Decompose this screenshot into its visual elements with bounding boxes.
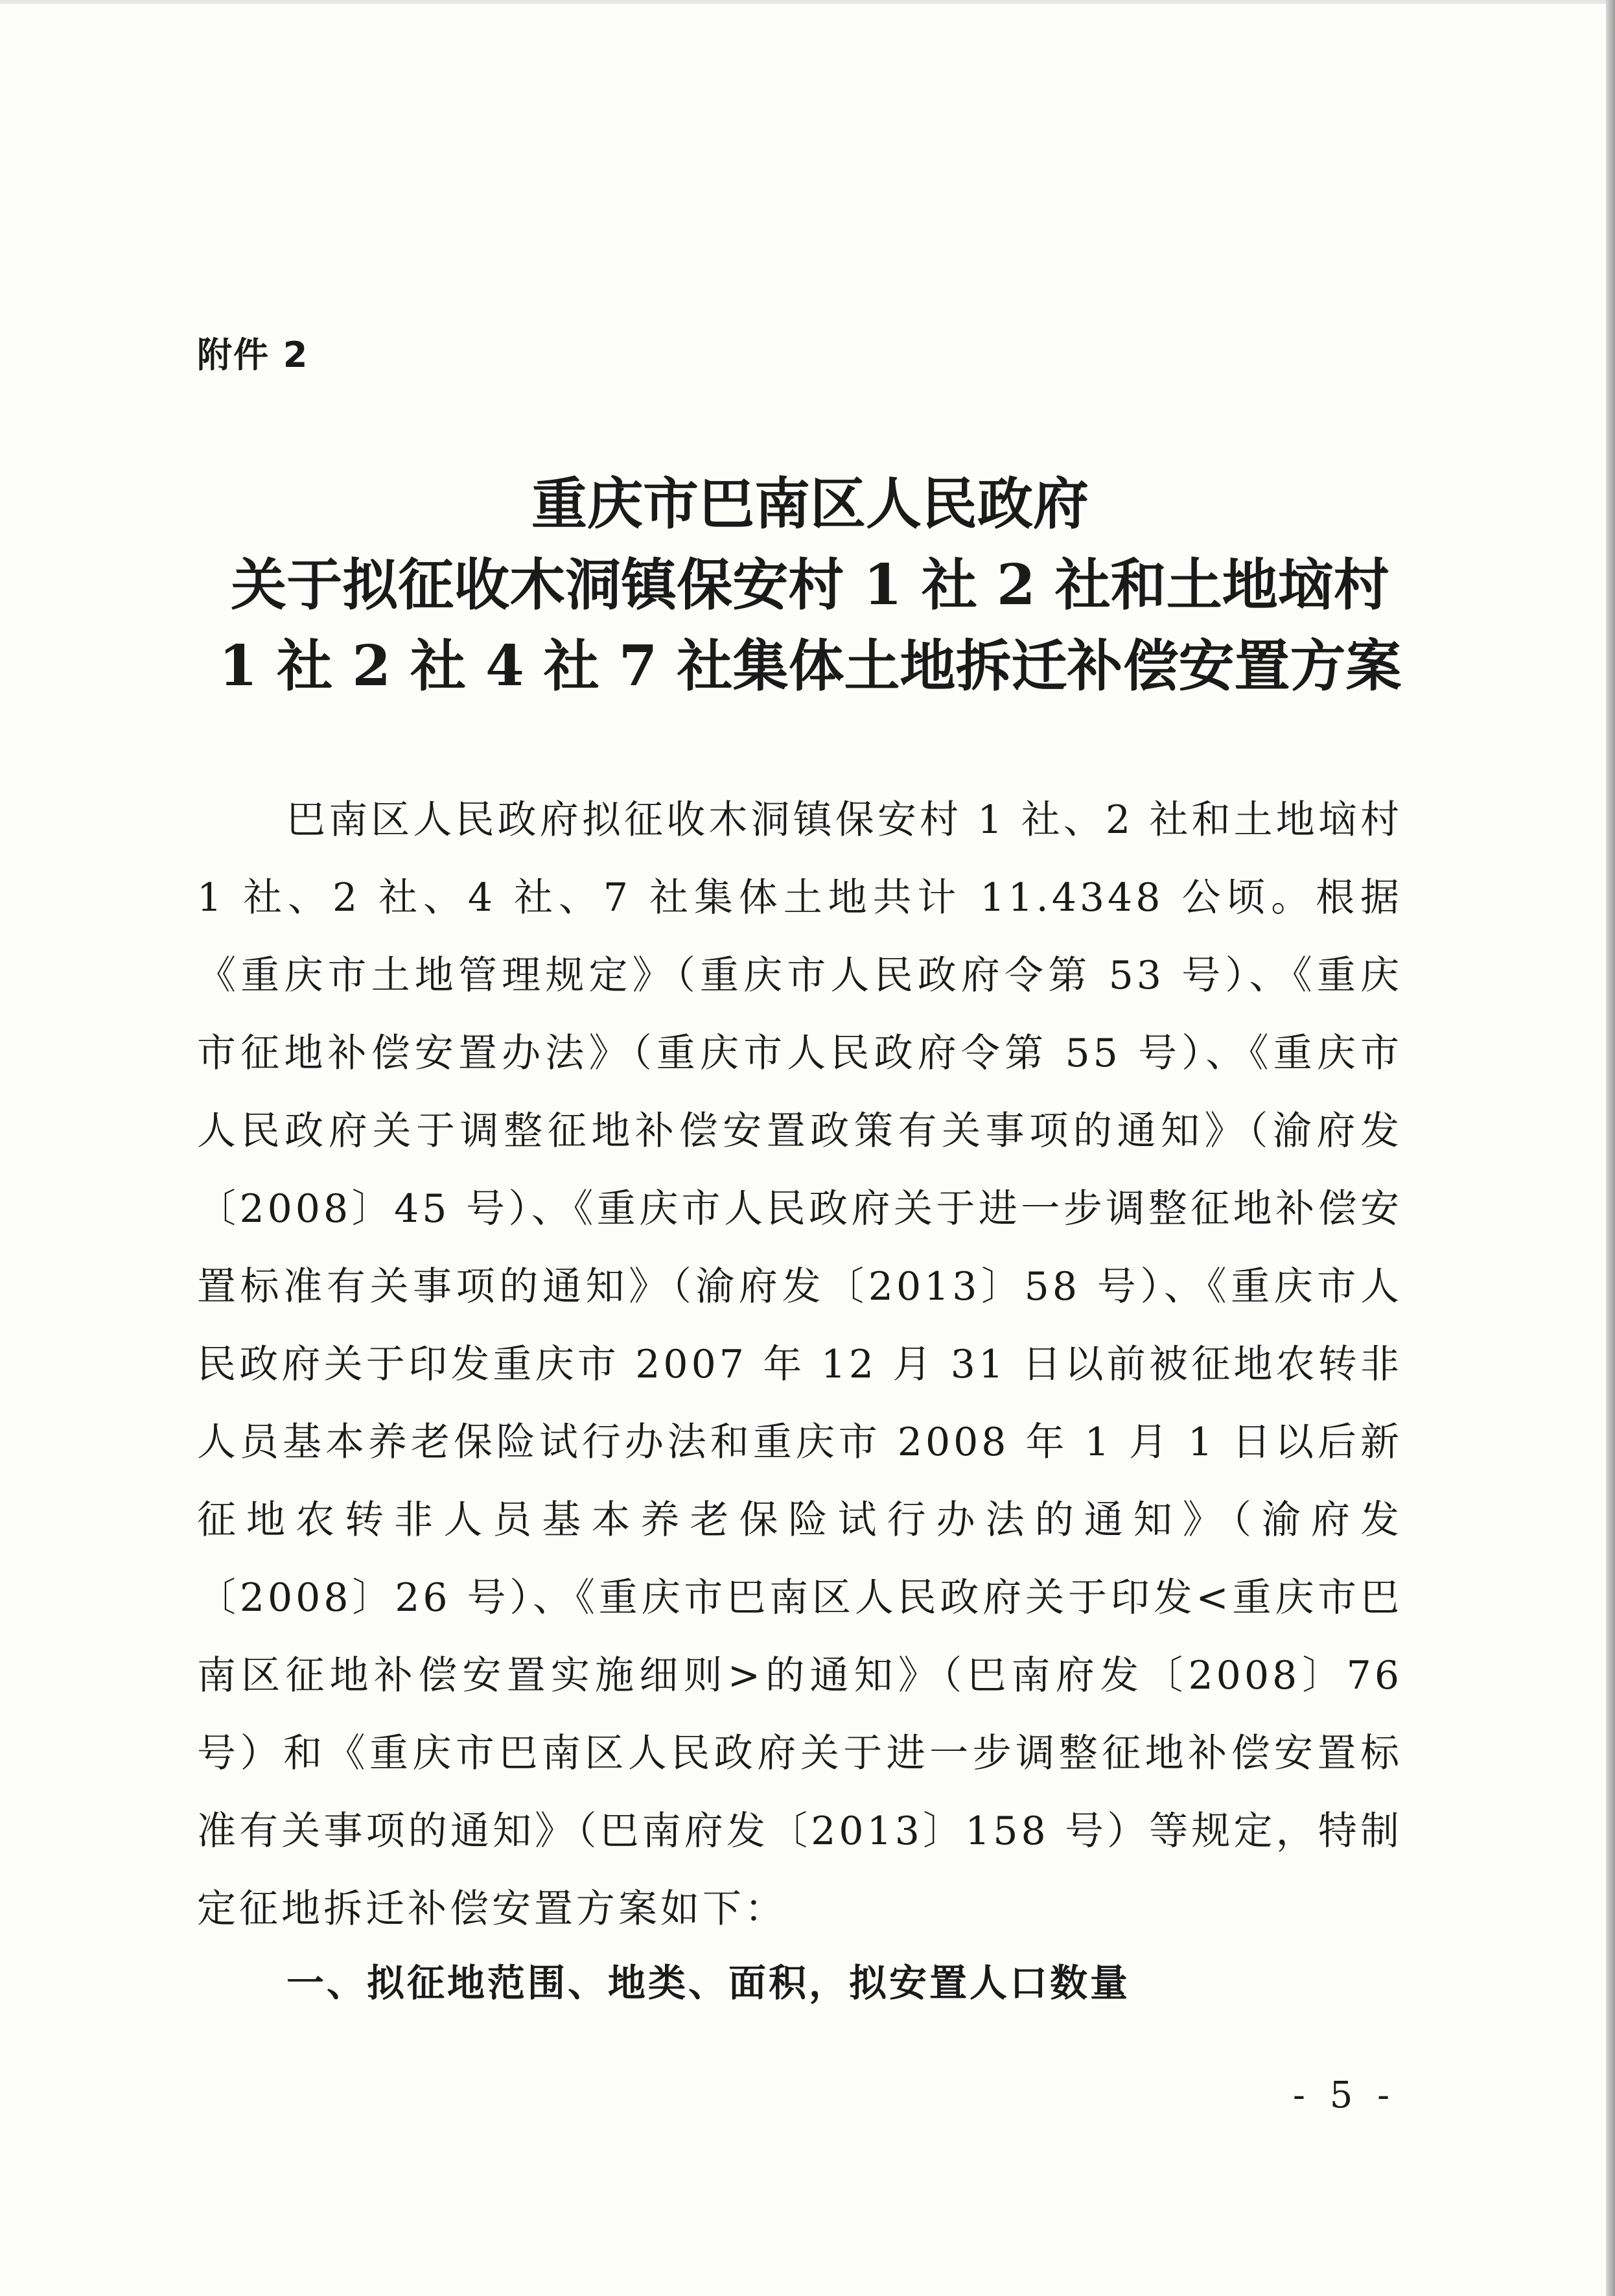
body-paragraph: 巴南区人民政府拟征收木洞镇保安村 1 社、2 社和土地垴村 1 社、2 社、4 社、7 社集体土地共计 11.4348 公顷。根据《重庆市土地管理规定》（重庆市人民政府令第 53 号）、《重庆市征地补偿安置办法》（重庆市人民政府令第 55 号）、《重庆市人民政府关于调整征地补偿安置政策有关事项的通知》（渝府发〔2008〕45 号）、《重庆市人民政府关于进一步调整征地补偿安置标准有关事项的通知》（渝府发〔2013〕58 号）、《重庆市人民政府关于印发重庆市 2007 年 12 月 31 日以前被征地农转非人员基本养老保险试行办法和重庆市 2008 年 1 月 1 日以后新征地农转非人员基本养老保险试行办法的通知》（渝府发〔2008〕26 号）、《重庆市巴南区人民政府关于印发<重庆市巴南区征地补偿安置实施细则>的通知》（巴南府发〔2008〕76 号）和《重庆市巴南区人民政府关于进一步调整征地补偿安置标准有关事项的通知》（巴南府发〔2013〕158 号）等规定，特制定征地拆迁补偿安置方案如下： bbox=[197, 797, 1402, 1932]
title-line-2: 关于拟征收木洞镇保安村 1 社 2 社和土地垴村 bbox=[231, 552, 1389, 618]
page-number: - 5 - bbox=[1293, 2074, 1397, 2116]
section-heading: 一、拟征地范围、地类、面积，拟安置人口数量 bbox=[286, 1961, 1131, 2005]
title-line-3: 1 社 2 社 4 社 7 社集体土地拆迁补偿安置方案 bbox=[218, 633, 1402, 699]
document-title bbox=[130, 463, 1491, 707]
title-line-1: 重庆市巴南区人民政府 bbox=[531, 471, 1089, 537]
scan-edge-right bbox=[1606, 0, 1615, 2296]
scan-edge-top bbox=[0, 0, 1615, 4]
attachment-label: 附件 2 bbox=[197, 334, 309, 375]
